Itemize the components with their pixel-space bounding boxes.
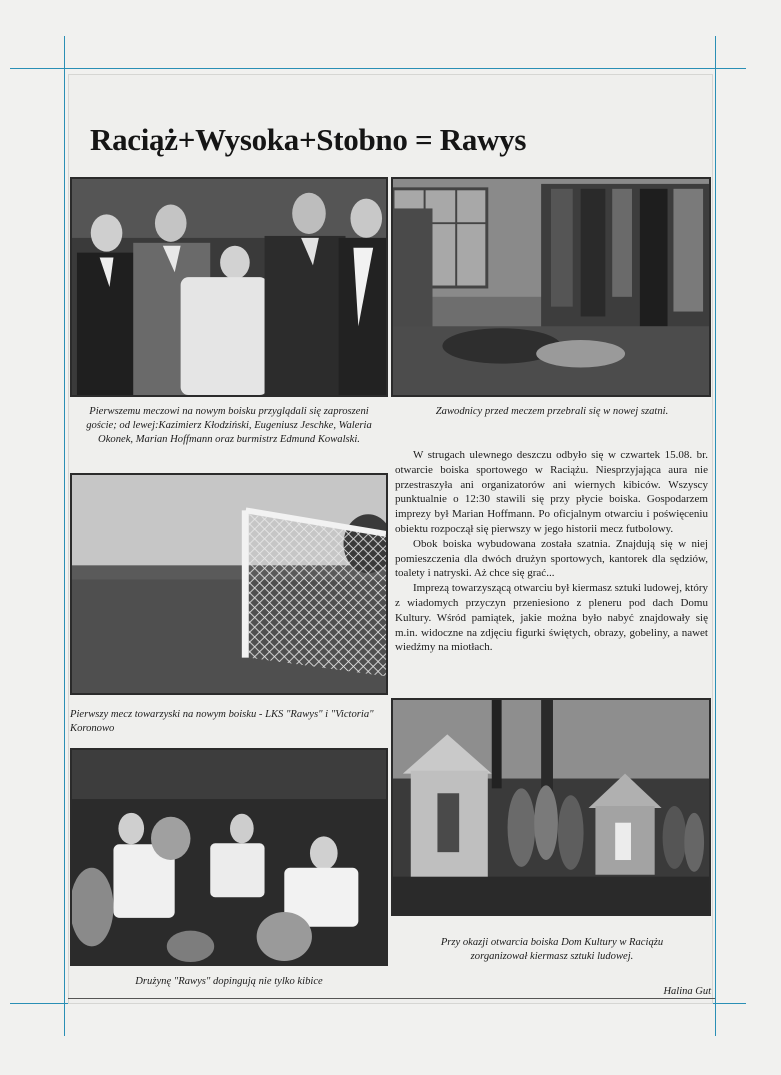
photo-caption: Pierwszy mecz towarzyski na nowym boisku - LKS "Rawys" i "Victoria" Koronowo bbox=[70, 709, 374, 734]
guide-line-left bbox=[64, 36, 65, 1036]
article-paragraph: W strugach ulewnego deszczu odbyło się w czwartek 15.08. br. otwarcie boiska sportowego w Raciążu. Niesprzyjająca aura nie przestraszyła ani organizatorów ani wiernych kibiców. Wszyscy punktualnie o 12:30 stawili się przy płycie boiska. Gospodarzem imprezy był Marian Hoffmann. Po oficjalnym otwarciu i poświęceniu obiektu rozpoczął się pierwszy w jego historii mecz futbolowy. bbox=[395, 449, 708, 535]
cheerleaders-photo bbox=[70, 748, 388, 966]
article-title: Raciąż+Wysoka+Stobno = Rawys bbox=[90, 122, 527, 157]
photo-caption: Drużynę "Rawys" dopingują nie tylko kibice bbox=[135, 976, 323, 987]
photo-caption: Pierwszemu meczowi na nowym boisku przyglądali się zaproszeni goście; od lewej:Kazimierz Kłodziński, Eugeniusz Jeschke, Waleria Okonek, Marian Hoffmann oraz burmistrz Edmund Kowalski. bbox=[86, 406, 372, 445]
photo-caption: Przy okazji otwarcia boiska Dom Kultury w Raciążu zorganizował kiermasz sztuki ludowej. bbox=[440, 937, 664, 962]
guide-line-right bbox=[715, 36, 716, 1036]
bottom-rule bbox=[68, 998, 715, 999]
guests-photo bbox=[70, 177, 388, 397]
photo-caption: Zawodnicy przed meczem przebrali się w nowej szatni. bbox=[435, 406, 669, 417]
locker-room-photo bbox=[391, 177, 711, 397]
guide-line-top bbox=[10, 68, 746, 69]
author-name: Halina Gut bbox=[663, 986, 711, 997]
article-paragraph: Obok boiska wybudowana została szatnia. Znajdują się w niej pomieszczenia dla dwóch drużyn sportowych, kantorek dla sędziów, toalety i natryski. Aż chce się grać... bbox=[395, 537, 708, 580]
article-paragraph: Imprezą towarzyszącą otwarciu był kiermasz sztuki ludowej, który z wiadomych przyczyn przeniesiono z pleneru pod dach Domu Kultury. Wśród pamiątek, jakie można było nabyć znajdowały się m.in. widoczne na zdjęciu figurki świętych, obrazy, gobeliny, a nawet wiedźmy na miotłach. bbox=[395, 582, 708, 654]
football-goal-photo bbox=[70, 473, 388, 695]
article-body bbox=[395, 448, 708, 655]
folk-art-photo bbox=[391, 698, 711, 916]
